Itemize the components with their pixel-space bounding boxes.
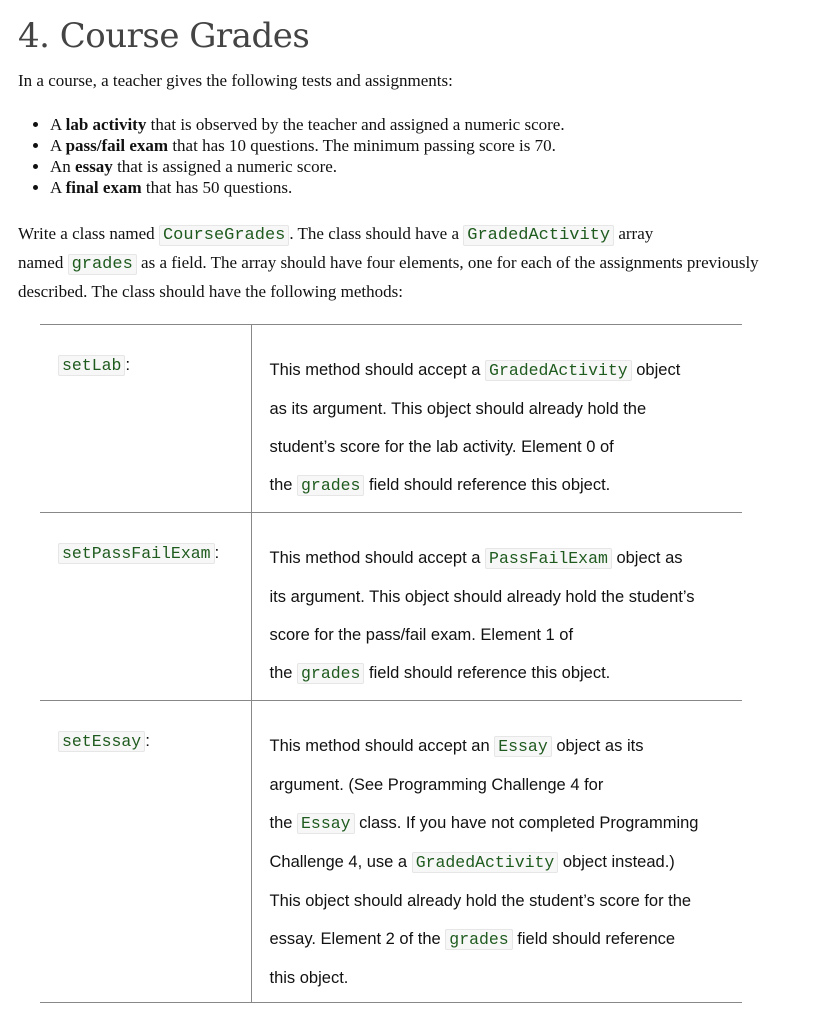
assignment-list — [18, 114, 808, 198]
page-title: 4. Course Grades — [18, 16, 310, 56]
list-item: • A lab activity that is observed by the teacher and assigned a numeric score. — [50, 114, 808, 135]
methods-table — [40, 324, 742, 1003]
list-item: • A pass/fail exam that has 10 questions. The minimum passing score is 70. — [50, 135, 808, 156]
method-description-cell: This method should accept a GradedActivity object as its argument. This object should already hold the student’s score for the lab activity. Element 0 of the grades field should reference this object. — [251, 325, 742, 513]
method-description-cell: This method should accept a PassFailExam object as its argument. This object should already hold the student’s score for the pass/fail exam. Element 1 of the grades field should reference this object. — [251, 513, 742, 701]
field-name-code: grades — [68, 254, 137, 275]
table-row — [40, 513, 742, 701]
method-description-cell: This method should accept an Essay object as its argument. (See Programming Challenge 4 for the Essay class. If you have not completed Programming Challenge 4, use a GradedActivity object instead.) This object should already hold the student’s score for the essay. Element 2 of the grades field should reference this object. — [251, 701, 742, 1003]
array-type-code: GradedActivity — [463, 225, 614, 246]
intro-paragraph: In a course, a teacher gives the following tests and assignments: — [18, 71, 453, 90]
document-page — [18, 0, 808, 305]
method-name-cell: setPassFailExam : — [40, 513, 251, 701]
table-row — [40, 325, 742, 513]
method-name-cell: setLab : — [40, 325, 251, 513]
description-paragraph: Write a class named CourseGrades . The class should have a GradedActivity array named grades as a field. The array should have four elements, one for each of the assignments previously described. The class should have the following methods: — [18, 224, 759, 301]
list-item: • A final exam that has 50 questions. — [50, 177, 808, 198]
method-name-cell: setEssay : — [40, 701, 251, 1003]
class-name-code: CourseGrades — [159, 225, 289, 246]
list-item: • An essay that is assigned a numeric score. — [50, 156, 808, 177]
table-row — [40, 701, 742, 1003]
